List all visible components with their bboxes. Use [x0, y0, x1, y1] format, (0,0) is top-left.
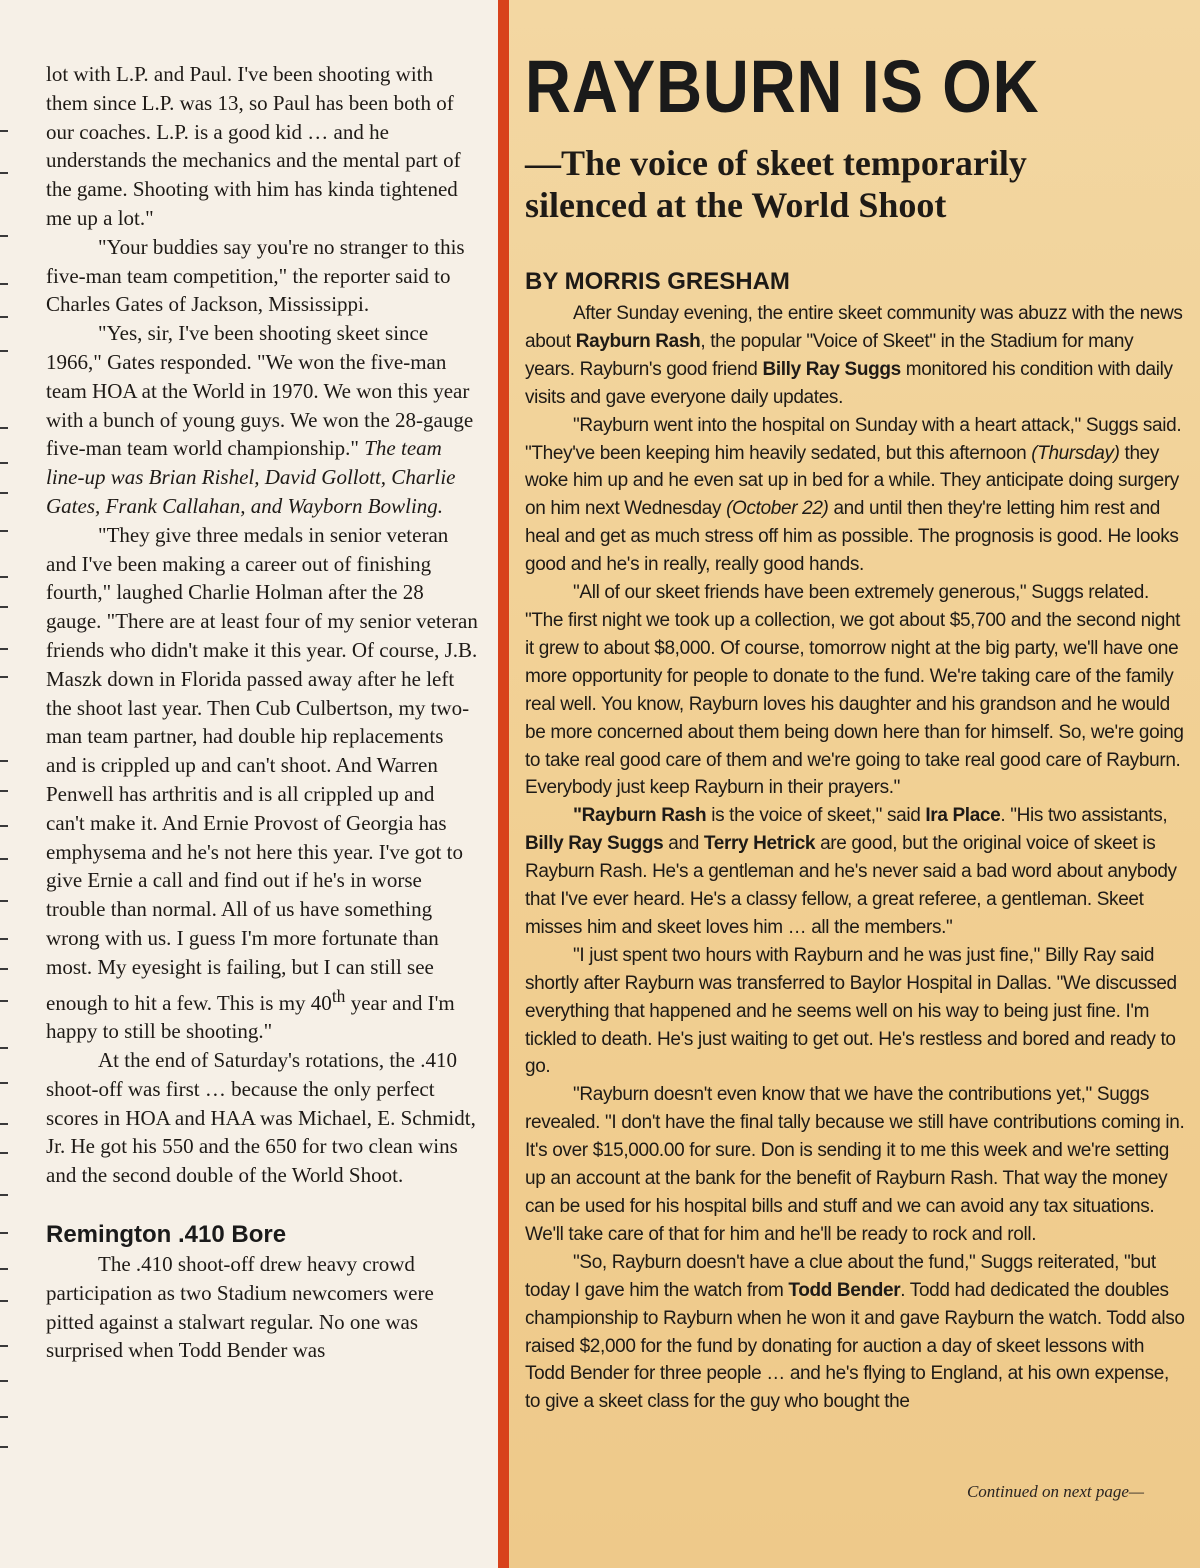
left-text: year and I'm happy to still be shooting." — [46, 990, 455, 1044]
margin-tick — [0, 825, 8, 827]
ordinal-suffix: th — [331, 985, 346, 1006]
margin-tick — [0, 1416, 8, 1418]
margin-tick — [0, 1300, 8, 1302]
margin-tick — [0, 790, 8, 792]
margin-tick — [0, 1123, 8, 1125]
text: are good, but the original voice of skeet is Rayburn Rash. He's a gentleman and he's never said a bad word about anybody that I've ever heard. He's a classy fellow, a great referee, a gentleman. Skeet misses him and skeet loves him … all the members." — [525, 833, 1177, 938]
byline: BY MORRIS GRESHAM — [525, 268, 790, 295]
text: "So, Rayburn doesn't have a clue about the fund," Suggs reiterated, "but today I gave him the watch from — [525, 1251, 1156, 1301]
margin-tick — [0, 1047, 8, 1049]
accent-divider — [498, 0, 509, 1568]
margin-tick — [0, 676, 8, 678]
text: "Rayburn went into the hospital on Sunday with a heart attack," Suggs said. "They've been keeping him heavily sedated, but this afternoon — [525, 414, 1182, 464]
text: and until then they're letting him rest and heal and get as much stress off him as possible. The prognosis is good. He looks good and he's in really, really good hands. — [525, 498, 1179, 576]
article-paragraph — [525, 802, 1185, 942]
margin-tick — [0, 316, 8, 318]
article-paragraph — [525, 1249, 1185, 1416]
text: After Sunday evening, the entire skeet community was abuzz with the news about — [525, 303, 1183, 352]
text: monitored his condition with daily visits and gave everyone daily updates. — [525, 358, 1173, 408]
text: and — [663, 833, 704, 855]
margin-tick — [0, 235, 8, 237]
article-headline: RAYBURN IS OK — [525, 45, 1040, 128]
article-paragraph — [525, 412, 1185, 579]
person-name: Billy Ray Suggs — [525, 833, 664, 855]
text: , the popular "Voice of Skeet" in the Stadium for many years. Rayburn's good friend — [525, 330, 1134, 380]
margin-tick — [0, 858, 8, 860]
margin-tick — [0, 1268, 8, 1270]
person-name: Terry Hetrick — [703, 833, 816, 855]
margin-tick — [0, 530, 8, 532]
left-text: "Yes, sir, I've been shooting skeet since 1966," Gates responded. "We won the five-man team HOA at the World in 1970. We won this year with a bunch of young guys. We won the 28-gauge five-man team world championship." — [46, 321, 474, 461]
date-aside: (Thursday) — [1031, 442, 1120, 464]
margin-tick — [0, 968, 8, 970]
margin-tick — [0, 1446, 8, 1448]
margin-tick — [0, 606, 8, 608]
article-paragraph: "I just spent two hours with Rayburn and he was just fine," Billy Ray said shortly after Rayburn was transferred to Baylor Hospital in Dallas. "We discussed everything that happened and he seems well on his way to being just fine. I'm tickled to death. He's just waiting to get out. He's restless and bored and ready to go. — [525, 944, 1177, 1078]
article-body — [525, 300, 1185, 1416]
left-paragraph — [46, 521, 478, 1046]
margin-tick — [0, 1232, 8, 1234]
margin-tick — [0, 172, 8, 174]
margin-tick — [0, 1000, 8, 1002]
margin-ticks — [0, 0, 30, 1568]
article-paragraph: "All of our skeet friends have been extremely generous," Suggs related. "The first night we took up a collection, we got about $5,700 and the second night it grew to about $8,000. Of course, tomorrow night at the big party, we'll have one more opportunity for people to donate to the fund. We're taking care of the family real well. You know, Rayburn loves his daughter and his grandson and he would be more concerned about them being down here than for himself. So, we're going to take real good care of them and we're going to take real good care of Rayburn. Everybody just keep Rayburn in their prayers." — [525, 582, 1184, 799]
margin-tick — [0, 1380, 8, 1382]
margin-tick — [0, 350, 8, 352]
article-subhead: —The voice of skeet temporarily silenced at the World Shoot — [525, 143, 1027, 225]
margin-tick — [0, 427, 8, 429]
margin-tick — [0, 760, 8, 762]
person-name: Billy Ray Suggs — [762, 358, 901, 380]
article-paragraph: "Rayburn doesn't even know that we have the contributions yet," Suggs revealed. "I don't have the final tally because we still have contributions coming in. It's over $15,000.00 for sure. Don is sending it to me this week and we're setting up an account at the bank for the benefit of Rayburn Rash. That way the money can be used for his hospital bills and stuff and we can avoid any tax situations. We'll take care of that for him and he'll be ready to rock and roll. — [525, 1084, 1185, 1245]
margin-tick — [0, 900, 8, 902]
margin-tick — [0, 648, 8, 650]
margin-tick — [0, 1345, 8, 1347]
text: . "His two assistants, — [1000, 805, 1168, 827]
person-name: Ira Place — [925, 805, 1001, 827]
margin-tick — [0, 1194, 8, 1196]
text: . Todd had dedicated the doubles championship to Rayburn when he won it and gave Rayburn the watch. Todd also raised $2,000 for the fund by donating for auction a day of skeet lessons with Todd Bender for three people … and he's flying to England, at his own expense, to give a skeet class for the guy who bought the — [525, 1279, 1185, 1413]
person-name: "Rayburn Rash — [573, 805, 707, 827]
margin-tick — [0, 576, 8, 578]
article-panel — [509, 0, 1200, 1568]
person-name: Rayburn Rash — [575, 330, 701, 352]
left-paragraph: The .410 shoot-off drew heavy crowd participation as two Stadium newcomers were pitted against a stalwart regular. No one was surprised when Todd Bender was — [46, 1252, 434, 1363]
margin-tick — [0, 1082, 8, 1084]
margin-tick — [0, 130, 8, 132]
left-paragraph: At the end of Saturday's rotations, the .410 shoot-off was first … because the only perfect scores in HOA and HAA was Michael, E. Schmidt, Jr. He got his 550 and the 650 for two clean wins and the second double of the World Shoot. — [46, 1048, 476, 1188]
margin-tick — [0, 462, 8, 464]
margin-tick — [0, 492, 8, 494]
left-text: "They give three medals in senior veteran and I've been making a career out of finishing fourth," laughed Charlie Holman after the 28 gauge. "There are at least four of my senior veteran friends who didn't make it this year. Of course, J.B. Maszk down in Florida passed away after he left the shoot last year. Then Cub Culbertson, my two-man team partner, had double hip replacements and is crippled up and can't shoot. And Warren Penwell has arthritis and is all crippled up and can't make it. And Ernie Provost of Georgia has emphysema and he's not here this year. I've got to give Ernie a call and find out if he's in worse trouble than normal. All of us have something wrong with us. I guess I'm more fortunate than most. My eyesight is failing, but I can still see enough to hit a few. This is my 40 — [46, 522, 478, 1015]
section-heading: Remington .410 Bore — [46, 1221, 287, 1249]
continued-note: Continued on next page— — [966, 1482, 1144, 1501]
date-aside: (October 22) — [726, 498, 829, 520]
left-column — [46, 60, 478, 1365]
margin-tick — [0, 283, 8, 285]
article-paragraph — [525, 300, 1185, 412]
person-name: Todd Bender — [788, 1279, 901, 1301]
margin-tick — [0, 1152, 8, 1154]
left-paragraph — [46, 319, 478, 521]
left-paragraph: "Your buddies say you're no stranger to this five-man team competition," the reporter said to Charles Gates of Jackson, Mississippi. — [46, 234, 465, 317]
text: is the voice of skeet," said — [706, 805, 926, 827]
left-paragraph: lot with L.P. and Paul. I've been shooting with them since L.P. was 13, so Paul has been both of our coaches. L.P. is a good kid … and he understands the mechanics and the mental part of the game. Shooting with him has kinda tightened me up a lot." — [46, 62, 461, 230]
margin-tick — [0, 938, 8, 940]
text: they woke him up and he even sat up in bed for a while. They anticipate doing surgery on him next Wednesday — [525, 442, 1179, 520]
team-lineup-text: The team line-up was Brian Rishel, David Gollott, Charlie Gates, Frank Callahan, and Wayborn Bowling. — [46, 436, 456, 518]
